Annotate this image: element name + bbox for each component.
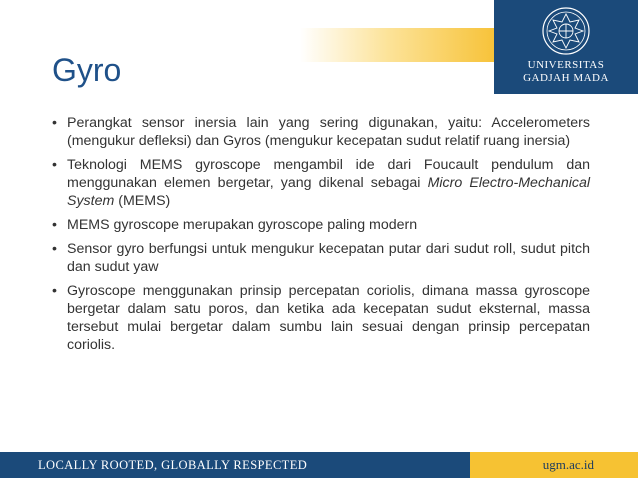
bullet-item xyxy=(50,216,590,234)
bullet-marker: • xyxy=(52,115,57,131)
bullet-item xyxy=(50,114,590,150)
bullet-text: Gyroscope menggunakan prinsip percepatan coriolis, dimana massa gyroscope bergetar dalam satu poros, dan ketika ada kecepatan sudut eksternal, massa tersebut mulai bergetar dalam sumbu lain sesuai dengan prinsip percepatan coriolis. xyxy=(67,283,590,353)
bullet-item xyxy=(50,156,590,210)
bullet-marker: • xyxy=(52,283,57,299)
bullet-list xyxy=(50,114,590,354)
university-logo xyxy=(494,0,638,94)
bullet-item xyxy=(50,282,590,354)
logo-text-gadjah-mada: GADJAH MADA xyxy=(523,72,609,84)
bullet-marker: • xyxy=(52,241,57,257)
bullet-marker: • xyxy=(52,217,57,233)
bullet-text-italic: Micro Electro-Mechanical System xyxy=(67,175,590,209)
slide-title: Gyro xyxy=(52,52,122,88)
footer-url-link[interactable]: ugm.ac.id xyxy=(542,457,594,472)
bullet-text: Teknologi MEMS gyroscope mengambil ide dari Foucault pendulum dan menggunakan elemen bergetar, yang dikenal sebagai xyxy=(67,157,590,191)
footer-left-panel xyxy=(0,452,470,478)
bullet-item xyxy=(50,240,590,276)
footer-right-panel xyxy=(470,452,638,478)
bullet-text: (MEMS) xyxy=(114,193,171,209)
bullet-text: MEMS gyroscope merupakan gyroscope paling modern xyxy=(67,217,418,233)
ugm-seal-icon xyxy=(541,6,591,56)
footer-tagline: LOCALLY ROOTED, GLOBALLY RESPECTED xyxy=(38,458,308,472)
bullet-marker: • xyxy=(52,157,57,173)
bullet-text: Sensor gyro berfungsi untuk mengukur kecepatan putar dari sudut roll, sudut pitch dan sudut yaw xyxy=(67,241,590,275)
footer-bar xyxy=(0,452,638,478)
slide-content xyxy=(50,114,590,360)
bullet-text: Perangkat sensor inersia lain yang sering digunakan, yaitu: Accelerometers (mengukur defleksi) dan Gyros (mengukur kecepatan sudut relatif ruang inersia) xyxy=(67,115,590,149)
header-accent-band xyxy=(300,28,494,62)
logo-text-universitas: UNIVERSITAS xyxy=(527,59,605,71)
